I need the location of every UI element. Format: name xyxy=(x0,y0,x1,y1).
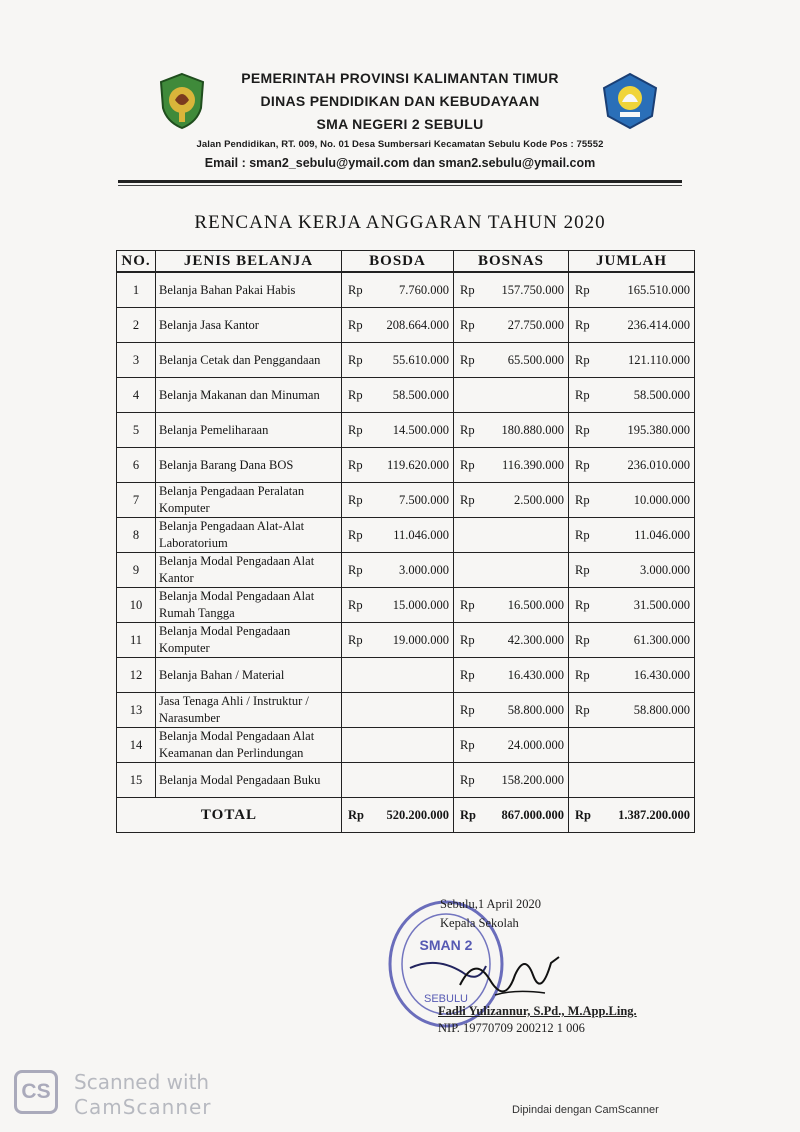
currency-label: Rp xyxy=(460,702,475,717)
table-row xyxy=(117,658,695,693)
row-bosda-value: 11.046.000 xyxy=(393,527,449,542)
row-bosda-value: 208.664.000 xyxy=(386,317,449,332)
table-row xyxy=(117,763,695,798)
table-row xyxy=(117,448,695,483)
currency-label: Rp xyxy=(348,422,363,437)
currency-label: Rp xyxy=(460,807,476,822)
total-label: TOTAL xyxy=(117,798,342,833)
currency-label: Rp xyxy=(575,457,590,472)
row-jenis-belanja: Belanja Pengadaan Peralatan Komputer xyxy=(156,483,342,518)
row-number: 10 xyxy=(117,588,156,623)
row-bosnas xyxy=(454,588,569,623)
currency-label: Rp xyxy=(575,597,590,612)
row-bosda xyxy=(342,343,454,378)
row-jumlah-value: 195.380.000 xyxy=(627,422,690,437)
row-number: 14 xyxy=(117,728,156,763)
row-bosnas-value: 16.430.000 xyxy=(507,667,564,682)
row-bosnas xyxy=(454,763,569,798)
row-bosnas-value: 2.500.000 xyxy=(514,492,564,507)
row-bosnas-value: 24.000.000 xyxy=(507,737,564,752)
currency-label: Rp xyxy=(460,632,475,647)
row-jenis-belanja: Belanja Pengadaan Alat-Alat Laboratorium xyxy=(156,518,342,553)
row-bosnas xyxy=(454,553,569,588)
row-bosnas xyxy=(454,343,569,378)
currency-label: Rp xyxy=(575,562,590,577)
signature-place-date: Sebulu,1 April 2020 xyxy=(440,897,542,911)
table-row xyxy=(117,693,695,728)
letterhead-rule-thick xyxy=(118,180,682,183)
row-number: 9 xyxy=(117,553,156,588)
table-row xyxy=(117,518,695,553)
row-jumlah-value: 121.110.000 xyxy=(627,352,690,367)
row-bosnas-value: 42.300.000 xyxy=(507,632,564,647)
row-jumlah-value: 58.500.000 xyxy=(633,387,690,402)
row-bosda-value: 3.000.000 xyxy=(399,562,449,577)
row-bosnas-value: 116.390.000 xyxy=(501,457,564,472)
row-bosda-value: 119.620.000 xyxy=(386,457,449,472)
row-jumlah xyxy=(569,308,695,343)
row-jenis-belanja: Belanja Bahan Pakai Habis xyxy=(156,272,342,308)
row-bosnas xyxy=(454,308,569,343)
row-jenis-belanja: Jasa Tenaga Ahli / Instruktur / Narasumber xyxy=(156,693,342,728)
table-row xyxy=(117,588,695,623)
row-bosnas-value: 16.500.000 xyxy=(507,597,564,612)
row-jumlah xyxy=(569,378,695,413)
row-bosda xyxy=(342,553,454,588)
currency-label: Rp xyxy=(348,317,363,332)
currency-label: Rp xyxy=(460,282,475,297)
row-bosda xyxy=(342,448,454,483)
row-number: 6 xyxy=(117,448,156,483)
row-bosnas xyxy=(454,448,569,483)
table-header-row xyxy=(117,251,695,273)
currency-label: Rp xyxy=(575,702,590,717)
letterhead-school: SMA NEGERI 2 SEBULU xyxy=(316,116,484,132)
row-bosda xyxy=(342,693,454,728)
row-number: 7 xyxy=(117,483,156,518)
row-jumlah-value: 61.300.000 xyxy=(633,632,690,647)
currency-label: Rp xyxy=(348,352,363,367)
row-number: 13 xyxy=(117,693,156,728)
total-bosnas-value: 867.000.000 xyxy=(501,807,564,822)
currency-label: Rp xyxy=(348,632,363,647)
total-row xyxy=(117,798,695,833)
currency-label: Rp xyxy=(575,807,591,822)
currency-label: Rp xyxy=(460,737,475,752)
currency-label: Rp xyxy=(460,667,475,682)
row-jenis-belanja: Belanja Modal Pengadaan Buku xyxy=(156,763,342,798)
row-bosda xyxy=(342,272,454,308)
table-row xyxy=(117,553,695,588)
currency-label: Rp xyxy=(460,352,475,367)
currency-label: Rp xyxy=(348,597,363,612)
row-jumlah xyxy=(569,413,695,448)
row-jenis-belanja: Belanja Modal Pengadaan Alat Kantor xyxy=(156,553,342,588)
currency-label: Rp xyxy=(575,422,590,437)
row-bosnas-value: 158.200.000 xyxy=(501,772,564,787)
header-bosnas: BOSNAS xyxy=(454,251,569,273)
row-number: 4 xyxy=(117,378,156,413)
row-jumlah xyxy=(569,588,695,623)
currency-label: Rp xyxy=(575,352,590,367)
row-bosnas xyxy=(454,483,569,518)
table-row xyxy=(117,413,695,448)
document-title: RENCANA KERJA ANGGARAN TAHUN 2020 xyxy=(194,212,606,233)
row-bosda-value: 19.000.000 xyxy=(392,632,449,647)
row-jenis-belanja: Belanja Pemeliharaan xyxy=(156,413,342,448)
total-jumlah-value: 1.387.200.000 xyxy=(618,807,690,822)
row-jumlah xyxy=(569,518,695,553)
row-bosnas-value: 27.750.000 xyxy=(507,317,564,332)
row-jenis-belanja: Belanja Modal Pengadaan Alat Rumah Tangga xyxy=(156,588,342,623)
row-jenis-belanja: Belanja Makanan dan Minuman xyxy=(156,378,342,413)
signer-name: Fadli Yulizannur, S.Pd., M.App.Ling. xyxy=(438,1004,637,1018)
currency-label: Rp xyxy=(575,667,590,682)
row-jumlah xyxy=(569,448,695,483)
letterhead-email: Email : sman2_sebulu@ymail.com dan sman2.sebulu@ymail.com xyxy=(204,156,596,170)
header-jumlah: JUMLAH xyxy=(569,251,695,273)
row-bosda xyxy=(342,378,454,413)
currency-label: Rp xyxy=(348,457,363,472)
letterhead-department: DINAS PENDIDIKAN DAN KEBUDAYAAN xyxy=(260,93,540,109)
row-jumlah xyxy=(569,728,695,763)
watermark-line1: Scanned with xyxy=(74,1070,210,1094)
currency-label: Rp xyxy=(348,492,363,507)
row-number: 2 xyxy=(117,308,156,343)
header-no: NO. xyxy=(117,251,156,273)
row-bosda xyxy=(342,308,454,343)
row-jumlah xyxy=(569,553,695,588)
row-bosnas xyxy=(454,413,569,448)
currency-label: Rp xyxy=(348,807,364,822)
row-bosnas xyxy=(454,623,569,658)
currency-label: Rp xyxy=(460,772,475,787)
row-bosnas xyxy=(454,693,569,728)
row-number: 15 xyxy=(117,763,156,798)
signature-role: Kepala Sekolah xyxy=(440,916,519,930)
currency-label: Rp xyxy=(575,317,590,332)
stamp-subtext: SEBULU xyxy=(423,993,469,1005)
row-jumlah xyxy=(569,483,695,518)
row-bosda-value: 14.500.000 xyxy=(392,422,449,437)
currency-label: Rp xyxy=(348,387,363,402)
row-jumlah xyxy=(569,763,695,798)
table-row xyxy=(117,623,695,658)
table-row xyxy=(117,272,695,308)
row-bosnas-value: 65.500.000 xyxy=(507,352,564,367)
row-jenis-belanja: Belanja Barang Dana BOS xyxy=(156,448,342,483)
row-jumlah-value: 31.500.000 xyxy=(633,597,690,612)
currency-label: Rp xyxy=(460,317,475,332)
currency-label: Rp xyxy=(575,282,590,297)
currency-label: Rp xyxy=(575,632,590,647)
row-bosnas xyxy=(454,518,569,553)
row-number: 5 xyxy=(117,413,156,448)
row-bosda-value: 15.000.000 xyxy=(392,597,449,612)
total-bosnas xyxy=(454,798,569,833)
row-jenis-belanja: Belanja Cetak dan Penggandaan xyxy=(156,343,342,378)
row-jumlah-value: 11.046.000 xyxy=(634,527,690,542)
row-number: 3 xyxy=(117,343,156,378)
row-bosnas-value: 157.750.000 xyxy=(501,282,564,297)
row-jumlah-value: 236.010.000 xyxy=(627,457,690,472)
row-jenis-belanja: Belanja Modal Pengadaan Komputer xyxy=(156,623,342,658)
table-row xyxy=(117,378,695,413)
row-bosda-value: 7.760.000 xyxy=(399,282,449,297)
currency-label: Rp xyxy=(348,562,363,577)
row-bosnas xyxy=(454,658,569,693)
row-bosnas xyxy=(454,728,569,763)
currency-label: Rp xyxy=(460,492,475,507)
row-jumlah-value: 236.414.000 xyxy=(627,317,690,332)
row-jumlah-value: 3.000.000 xyxy=(640,562,690,577)
row-jumlah xyxy=(569,658,695,693)
row-jenis-belanja: Belanja Bahan / Material xyxy=(156,658,342,693)
table-row xyxy=(117,343,695,378)
row-bosnas-value: 58.800.000 xyxy=(507,702,564,717)
table-row xyxy=(117,308,695,343)
table-row xyxy=(117,483,695,518)
total-bosda xyxy=(342,798,454,833)
row-bosnas-value: 180.880.000 xyxy=(501,422,564,437)
row-jumlah xyxy=(569,623,695,658)
row-jumlah xyxy=(569,272,695,308)
row-bosda-value: 55.610.000 xyxy=(392,352,449,367)
camscanner-logo-icon: CS xyxy=(14,1070,58,1114)
row-bosda xyxy=(342,518,454,553)
table-row xyxy=(117,728,695,763)
row-bosda xyxy=(342,728,454,763)
row-jumlah-value: 10.000.000 xyxy=(633,492,690,507)
letterhead-address: Jalan Pendidikan, RT. 009, No. 01 Desa Sumbersari Kecamatan Sebulu Kode Pos : 75552 xyxy=(196,139,604,150)
header-bosda: BOSDA xyxy=(342,251,454,273)
total-jumlah xyxy=(569,798,695,833)
header-jenis-belanja: JENIS BELANJA xyxy=(156,251,342,273)
row-jumlah-value: 165.510.000 xyxy=(627,282,690,297)
currency-label: Rp xyxy=(460,597,475,612)
currency-label: Rp xyxy=(575,387,590,402)
row-bosda-value: 7.500.000 xyxy=(399,492,449,507)
currency-label: Rp xyxy=(575,492,590,507)
watermark-line2: CamScanner xyxy=(74,1095,212,1119)
row-bosda xyxy=(342,658,454,693)
row-jumlah xyxy=(569,343,695,378)
row-jumlah-value: 16.430.000 xyxy=(633,667,690,682)
currency-label: Rp xyxy=(460,457,475,472)
total-bosda-value: 520.200.000 xyxy=(386,807,449,822)
letterhead-government: PEMERINTAH PROVINSI KALIMANTAN TIMUR xyxy=(241,70,559,86)
row-bosda xyxy=(342,763,454,798)
row-bosda-value: 58.500.000 xyxy=(392,387,449,402)
row-bosnas xyxy=(454,272,569,308)
currency-label: Rp xyxy=(460,422,475,437)
row-jumlah xyxy=(569,693,695,728)
budget-table xyxy=(116,250,695,833)
row-number: 1 xyxy=(117,272,156,308)
currency-label: Rp xyxy=(348,527,363,542)
row-number: 11 xyxy=(117,623,156,658)
signer-nip: NIP. 19770709 200212 1 006 xyxy=(438,1021,585,1035)
handwritten-signature xyxy=(455,945,565,1005)
row-jenis-belanja: Belanja Modal Pengadaan Alat Keamanan dan Perlindungan xyxy=(156,728,342,763)
letterhead-rule-thin xyxy=(118,185,682,186)
row-jumlah-value: 58.800.000 xyxy=(633,702,690,717)
row-number: 8 xyxy=(117,518,156,553)
row-bosnas xyxy=(454,378,569,413)
row-jenis-belanja: Belanja Jasa Kantor xyxy=(156,308,342,343)
row-bosda xyxy=(342,483,454,518)
currency-label: Rp xyxy=(348,282,363,297)
row-number: 12 xyxy=(117,658,156,693)
stamp-text: SMAN 2 xyxy=(419,937,473,953)
currency-label: Rp xyxy=(575,527,590,542)
row-bosda xyxy=(342,413,454,448)
scan-note: Dipindai dengan CamScanner xyxy=(512,1104,659,1116)
row-bosda xyxy=(342,588,454,623)
row-bosda xyxy=(342,623,454,658)
